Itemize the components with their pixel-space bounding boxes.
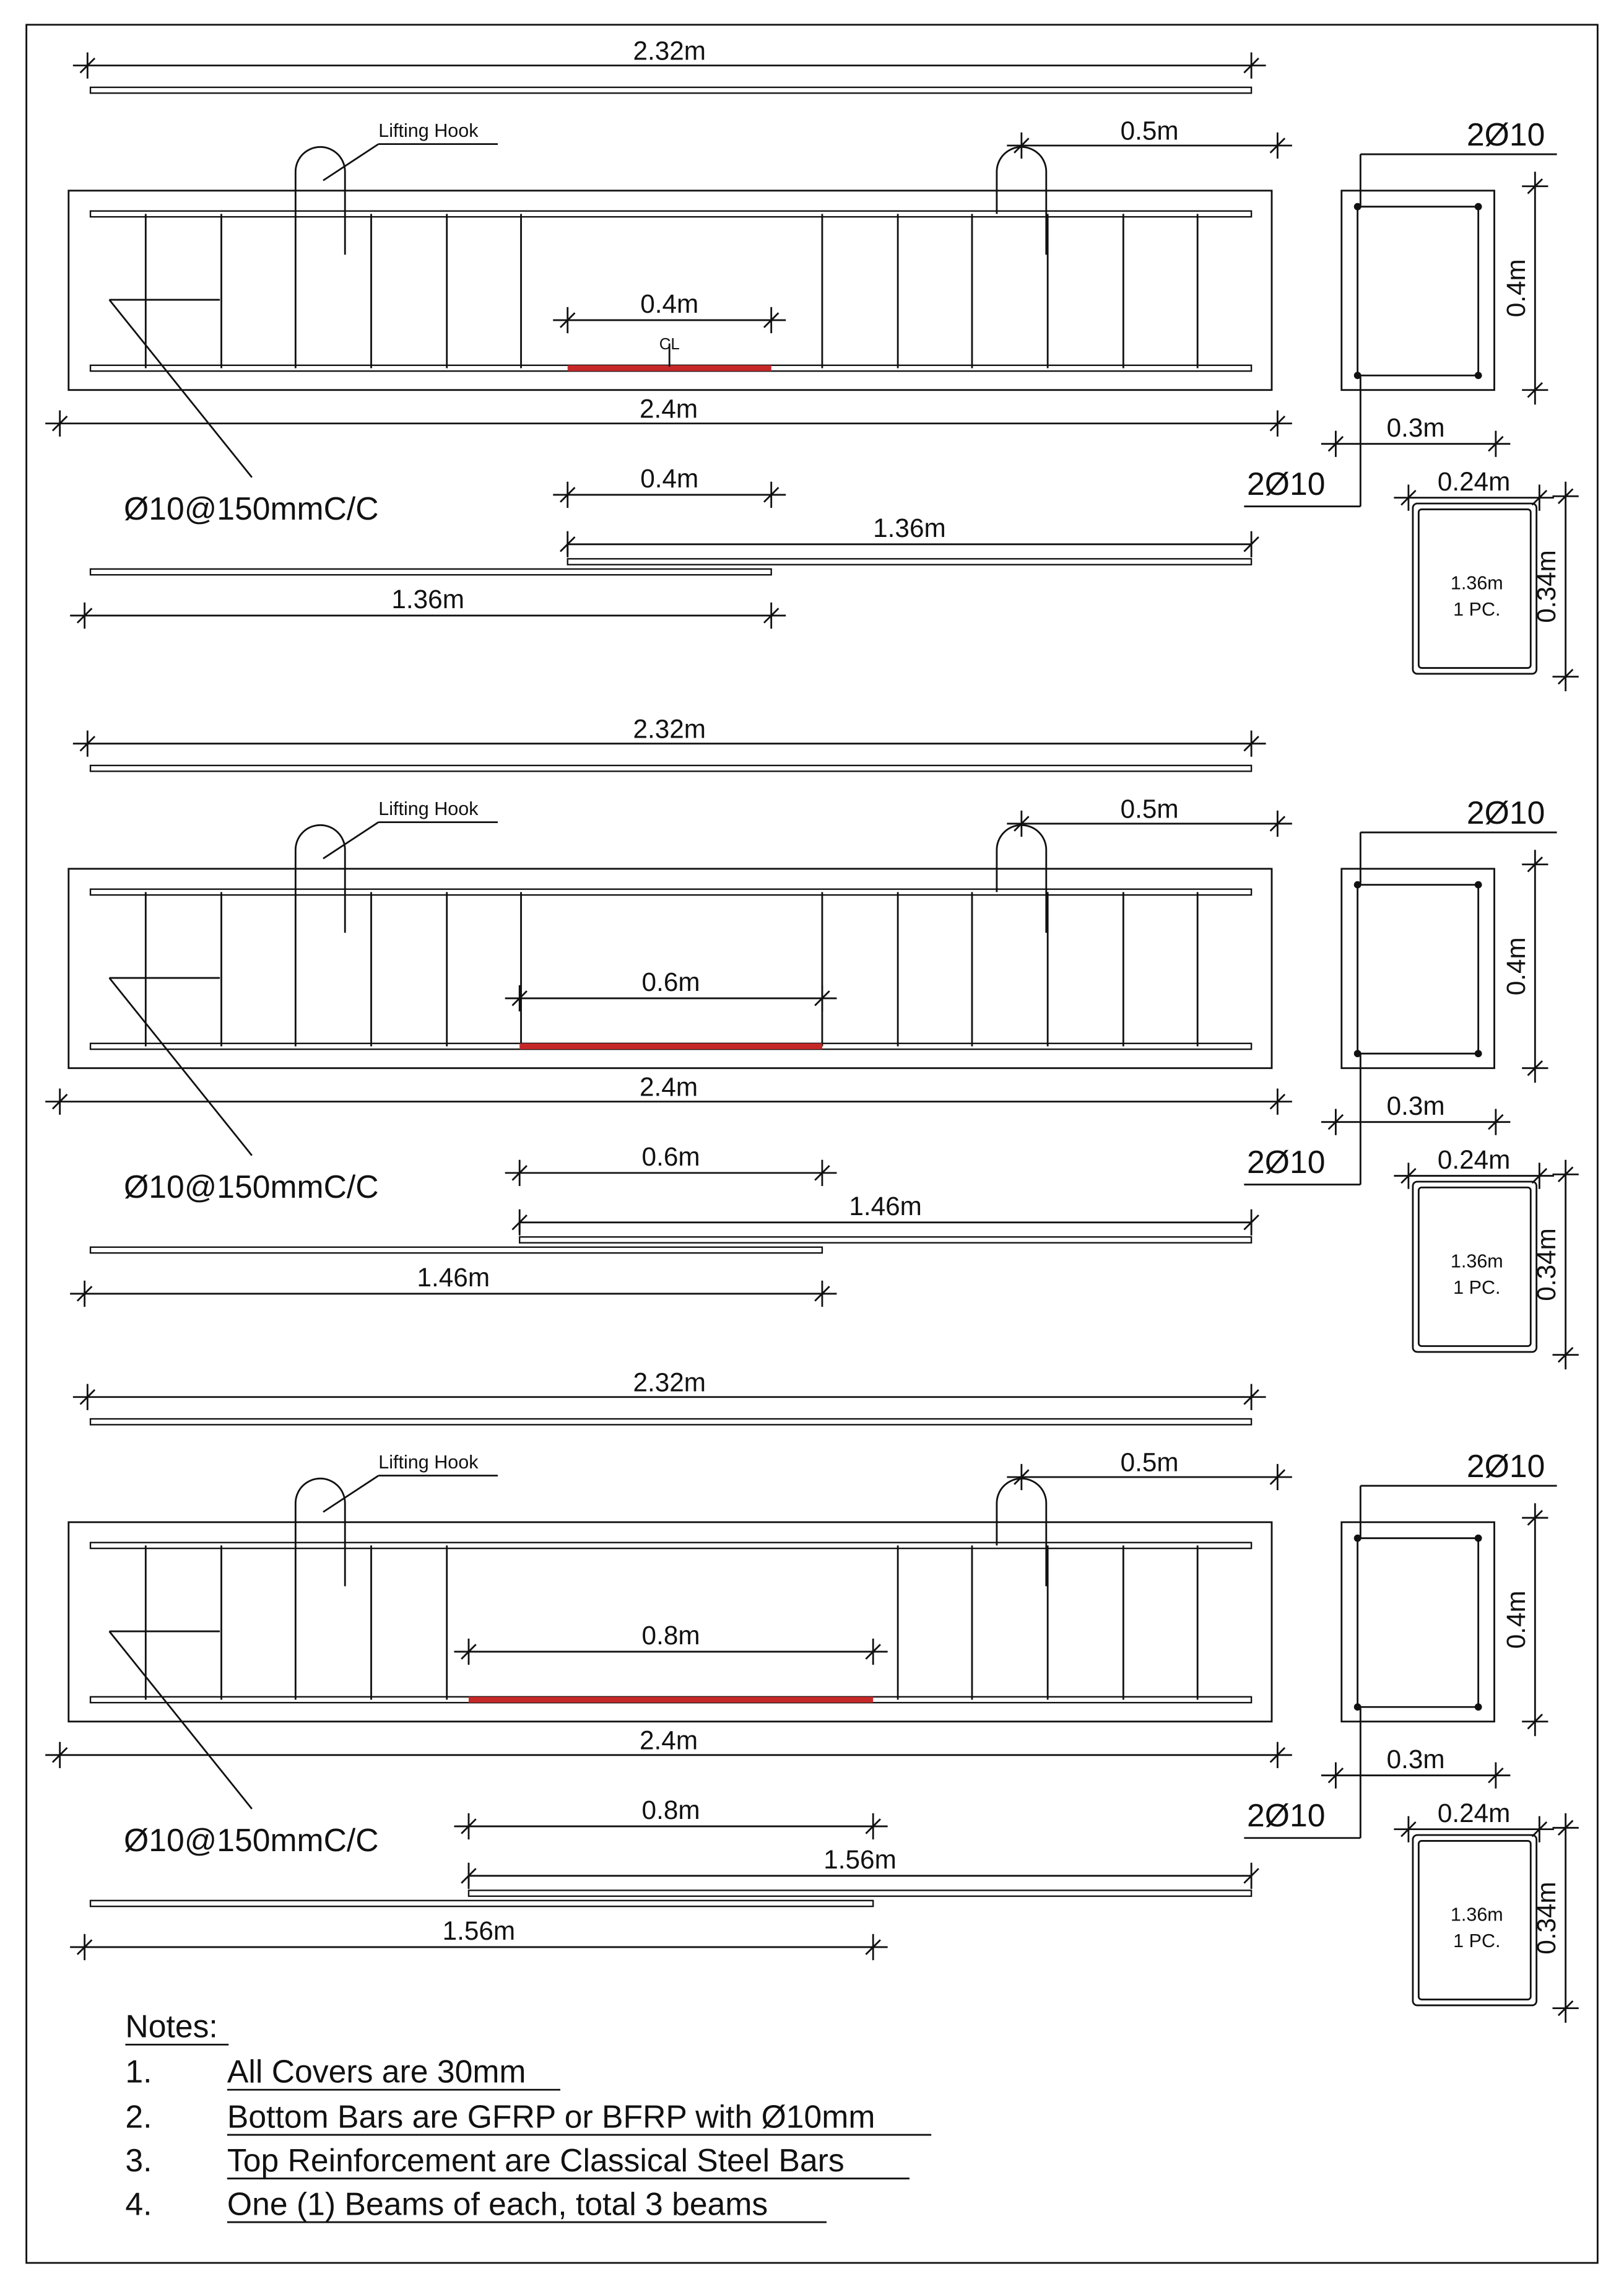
stirrup-count-note: 1 PC.: [1453, 1276, 1501, 1298]
section-width-dimension-label: 0.3m: [1386, 1091, 1445, 1120]
bar-right-length-label: 1.56m: [823, 1845, 897, 1875]
top-bars-label: 2Ø10: [1466, 116, 1545, 152]
top-bars-label: 2Ø10: [1466, 794, 1545, 831]
bottom-bar-right-schedule: [469, 1890, 1251, 1896]
note-number: 2.: [125, 2098, 152, 2135]
note-item: Bottom Bars are GFRP or BFRP with Ø10mm: [227, 2098, 875, 2135]
top-bar-dimension-label: 2.32m: [633, 36, 706, 66]
top-reinforcement-bar: [90, 1543, 1251, 1548]
lifting-hook-label: Lifting Hook: [378, 1451, 479, 1473]
lap-length-dimension-label: 0.4m: [640, 464, 699, 494]
bar-left-dimension-label: 1.46m: [417, 1263, 490, 1293]
hook-offset-dimension-label: 0.5m: [1120, 116, 1179, 146]
stirrup-height-dimension-label: 0.34m: [1532, 550, 1561, 623]
rebar-dot: [1475, 881, 1482, 889]
bottom-bar-left-schedule: [90, 569, 771, 575]
beam-detail: [45, 714, 1579, 1369]
stirrup-spacing-label: Ø10@150mmC/C: [124, 1821, 379, 1858]
beam-detail: [45, 36, 1579, 691]
rebar-dot: [1475, 1703, 1482, 1711]
rebar-dot: [1475, 372, 1482, 379]
stirrup-length-note: 1.36m: [1450, 1904, 1503, 1925]
lifting-hook-label: Lifting Hook: [378, 798, 479, 819]
stirrup-width-dimension-label: 0.24m: [1437, 1145, 1511, 1174]
stirrup-spacing-label: Ø10@150mmC/C: [124, 1168, 379, 1205]
frp-overlap-dimension-label: 0.4m: [640, 289, 699, 319]
beam-length-dimension-label: 2.4m: [640, 1725, 698, 1755]
note-item: One (1) Beams of each, total 3 beams: [227, 2186, 768, 2222]
rebar-dot: [1475, 1535, 1482, 1542]
stirrup-leader: [110, 978, 252, 1156]
section-height-dimension-label: 0.4m: [1501, 1590, 1531, 1649]
lap-length-dimension-label: 0.8m: [641, 1795, 700, 1825]
bar-left-dimension-label: 1.36m: [391, 585, 464, 614]
beam-length-dimension-label: 2.4m: [640, 394, 698, 424]
hook-offset-dimension-label: 0.5m: [1120, 1447, 1179, 1477]
notes-block: [125, 2008, 931, 2222]
beam-details: [45, 36, 1579, 2023]
section-height-dimension-label: 0.4m: [1501, 259, 1531, 318]
lifting-hook: [997, 1478, 1046, 1586]
bottom-bar-left-schedule: [90, 1247, 822, 1253]
section-stirrup: [1358, 207, 1479, 376]
top-bar-schedule: [90, 765, 1251, 771]
sheet-border: [27, 25, 1598, 2263]
stirrup-spacing-label: Ø10@150mmC/C: [124, 490, 379, 526]
stirrup-leader: [110, 300, 252, 477]
section-width-dimension-label: 0.3m: [1386, 412, 1445, 442]
lifting-hook: [295, 825, 345, 933]
rebar-dot: [1475, 1050, 1482, 1057]
bar-right-length-label: 1.36m: [873, 513, 946, 543]
section-outline: [1342, 1522, 1495, 1722]
bottom-bar-right-schedule: [519, 1237, 1251, 1242]
top-bar-schedule: [90, 1419, 1251, 1424]
lifting-hook: [997, 825, 1046, 933]
beam-detail: [45, 1367, 1579, 2023]
stirrup-count-note: 1 PC.: [1453, 1930, 1501, 1951]
section-height-dimension-label: 0.4m: [1501, 937, 1531, 996]
bottom-bar-left-schedule: [90, 1901, 873, 1906]
stirrup-leader: [110, 1631, 252, 1809]
stirrup-count-note: 1 PC.: [1453, 598, 1501, 620]
top-bar-schedule: [90, 87, 1251, 93]
top-bar-dimension-label: 2.32m: [633, 1367, 706, 1397]
centerline-marker: CL: [659, 335, 680, 353]
note-number: 1.: [125, 2053, 152, 2090]
frp-overlap-segment: [519, 1044, 822, 1049]
lifting-hook: [295, 1478, 345, 1586]
bottom-bars-label: 2Ø10: [1247, 1797, 1326, 1833]
top-bars-label: 2Ø10: [1466, 1447, 1545, 1484]
frp-overlap-segment: [469, 1697, 873, 1703]
lifting-hook: [295, 147, 345, 255]
stirrup-length-note: 1.36m: [1450, 1250, 1503, 1272]
note-number: 3.: [125, 2142, 152, 2178]
section-outline: [1342, 869, 1495, 1068]
note-item: Top Reinforcement are Classical Steel Bars: [227, 2142, 845, 2178]
section-stirrup: [1358, 885, 1479, 1054]
lifting-hook: [997, 147, 1046, 255]
section-outline: [1342, 191, 1495, 390]
lifting-hook-label: Lifting Hook: [378, 120, 479, 141]
stirrup-height-dimension-label: 0.34m: [1532, 1881, 1561, 1955]
bar-left-dimension-label: 1.56m: [442, 1916, 516, 1946]
stirrup-width-dimension-label: 0.24m: [1437, 1798, 1511, 1828]
frp-overlap-dimension-label: 0.8m: [641, 1621, 700, 1650]
beam-length-dimension-label: 2.4m: [640, 1072, 698, 1102]
top-reinforcement-bar: [90, 889, 1251, 895]
top-reinforcement-bar: [90, 211, 1251, 217]
bottom-bars-label: 2Ø10: [1247, 465, 1326, 502]
rebar-dot: [1475, 203, 1482, 211]
notes-title: Notes:: [125, 2008, 218, 2044]
lap-length-dimension-label: 0.6m: [641, 1142, 700, 1172]
bottom-bars-label: 2Ø10: [1247, 1143, 1326, 1180]
note-item: All Covers are 30mm: [227, 2053, 526, 2090]
stirrup-width-dimension-label: 0.24m: [1437, 466, 1511, 496]
stirrup-length-note: 1.36m: [1450, 572, 1503, 594]
note-number: 4.: [125, 2186, 152, 2222]
stirrup-height-dimension-label: 0.34m: [1532, 1228, 1561, 1301]
bottom-bar-right-schedule: [568, 559, 1251, 564]
hook-offset-dimension-label: 0.5m: [1120, 794, 1179, 824]
frp-overlap-dimension-label: 0.6m: [641, 967, 700, 997]
top-bar-dimension-label: 2.32m: [633, 714, 706, 744]
bar-right-length-label: 1.46m: [849, 1192, 922, 1221]
section-width-dimension-label: 0.3m: [1386, 1744, 1445, 1774]
section-stirrup: [1358, 1538, 1479, 1707]
